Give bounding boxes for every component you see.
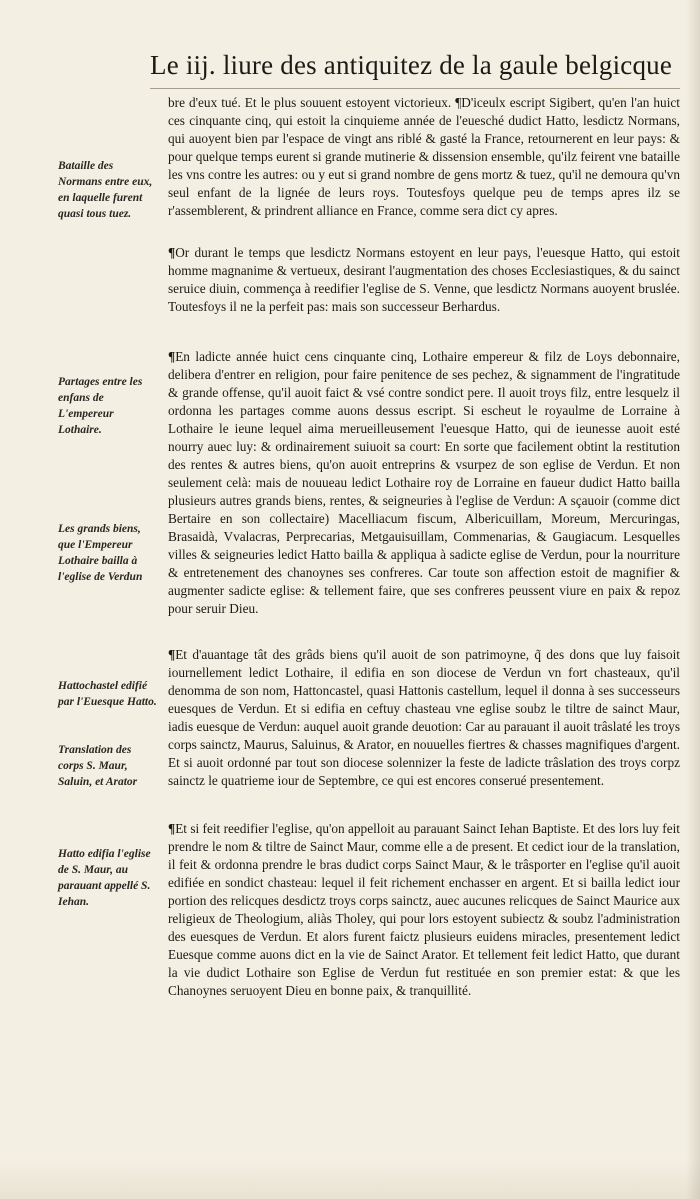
margin-note-hattochastel: Hattochastel edifié par l'Euesque Hatto. [58, 680, 157, 708]
paragraph-2 [168, 244, 680, 316]
paragraph-1 [168, 94, 680, 220]
header-rule [150, 88, 680, 89]
paragraph-2-text: Or durant le temps que lesdictz Normans estoyent en leur pays, l'euesque Hatto, qui estoit homme magnanime & vertueux, desirant l'augmentation des choses Ecclesiastiques, & du sainct seruice diuin, commença à reedifier l'eglise de S. Venne, que lesdictz Normans auoyent bruslée. Toutesfoys il ne la perfeit pas: mais son successeur Berhardus. [168, 245, 680, 314]
paragraph-3 [168, 348, 680, 618]
page-bottom-shade [0, 1159, 700, 1199]
pilcrow-mark: ¶ [168, 647, 176, 662]
paragraph-5 [168, 820, 680, 1000]
pilcrow-mark: ¶ [168, 245, 176, 260]
margin-note-battle: Bataille des Normans entre eux, en laquelle furent quasi tous tuez. [58, 160, 153, 220]
paragraph-5-text: Et si feit reedifier l'eglise, qu'on appelloit au parauant Sainct Iehan Baptiste. Et des lors luy feit prendre le nom & tiltre de Sainct Maur, comme elle a de present. Et cedict iour de la translation, il feit & ordonna prendre le bras dudict corps Sainct Maur, & le trâsporter en l'eglise qu'il auoit edifiée en sondict chasteau: lequel il feit richement enchasser en argent. Et si bailla ledict iour portion des relicques desdictz troys corps sainctz, auec aucunes relicques de Sainct Maurice aux religieux de Theologium, aliàs Tholey, qui pour lors estoyent subiectz & soubz l'administration des euesques de Verdun. Et alors furent faictz plusieurs euidens miracles, presentement ledict Euesque comme auons dict en la vie de Sainct Arator. Et tellement feit ledict Hatto, que durant la vie dudict Lothaire son Eglise de Verdun fut restituée en son premier estat: & que les Chanoynes seruoyent Dieu en bonne paix, & tranquillité. [168, 821, 680, 998]
paragraph-3-text: En ladicte année huict cens cinquante cinq, Lothaire empereur & filz de Loys debonnaire, delibera d'entrer en religion, pour faire penitence de ses pechez, & signamment de l'ingratitude & grande offense, qu'il auoit faict & vsé contre sondict pere. Il auoit troys filz, entre lesquelz il ordonna les partages comme auons dessus escript. Si escheut le royaulme de Lorraine à Lothaire le ieune lequel aima merueilleusement l'euesque Hatto, qui de ieunesse auoit esté nourry auec luy: & ordinairement suiuoit sa court: En sorte que facilement obtint la restitution des rentes & autres biens, qu'on auoit entreprins & vsurpez de son eglise de Verdun. Et non seulement celà: mais de nouueau ledict Lothaire roy de Lorraine en faueur dudict Hatto bailla plusieurs autres grands biens, rentes, & seigneuries à l'eglise de Verdun: A sçauoir (comme dict Bertaire en son collectaire) Macelliacum fiscum, Albericuillam, Moreum, Mercuringas, Brasaidà, Vvalacras, Perprecarias, Metgauisuillam, Commenarias, & Gaugiacum. Lesquelles villes & seigneuries ledict Hatto bailla & appliqua à sadicte eglise de Verdun, pour la nourriture & entretenement des chanoynes ses confreres. Car toute son affection estoit de magnifier & augmenter sadicte eglise: & tellement faire, que ses confreres peussent viure en paix & repoz pour seruir Dieu. [168, 349, 680, 616]
paragraph-1-text: bre d'eux tué. Et le plus souuent estoyent victorieux. ¶D'iceulx escript Sigibert, qu'en l'an huict ces cinquante cinq, qui estoit la cinquieme année de l'euesché dudict Hatto, lesdictz Normans, qui auoyent bien par l'espace de vingt ans riblé & gasté la France, retournerent en leur pays: & pour quelque temps eurent si grande mutinerie & dissension ensemble, qu'ilz feirent vne bataille les vns contre les autres: ou y eut si grand nombre de gens mortz & tuez, qu'il ne demoura qu'vn seul enfant de la lignée de leurs roys. Toutesfoys quelque peu de temps apres ilz se r'assemblerent, & prindrent alliance en France, comme sera dict cy apres. [168, 95, 680, 218]
pilcrow-mark: ¶ [168, 821, 176, 836]
margin-note-grands-biens: Les grands biens, que l'Empereur Lothaire bailla à l'eglise de Verdun [58, 523, 143, 583]
paragraph-4 [168, 646, 680, 790]
margin-note-translation: Translation des corps S. Maur, Saluin, et Arator [58, 744, 138, 788]
margin-note-saint-maur: Hatto edifia l'eglise de S. Maur, au parauant appellé S. Iehan. [58, 848, 151, 908]
margin-note-partages: Partages entre les enfans de L'empereur Lothaire. [58, 376, 143, 436]
page-edge-shadow [686, 0, 700, 1199]
page-header-title: Le iij. liure des antiquitez de la gaule belgicque [150, 50, 673, 80]
pilcrow-mark: ¶ [168, 349, 176, 364]
paragraph-4-text: Et d'auantage tât des grâds biens qu'il auoit de son patrimoyne, q̃ des dons que luy faisoit iournellement ledict Lothaire, il edifia en son diocese de Verdun vn fort chasteaux, qu'il denomma de son nom, Hattoncastel, quasi Hattonis castellum, lequel il donna à ses successeurs euesques de Verdun. Et si edifia en ceftuy chasteau vne eglise soubz le tiltre de sainct Maur, iadis euesque de Verdun: auquel auoit grande deuotion: Car au parauant il auoit trâslaté les troys corps sainctz, Maurus, Saluinus, & Arator, en nouuelles fiertres & chasses magnifiques d'argent. Et si auoit ordonné par tout son diocese solennizer la feste de ladicte trâslation des troys corpz sainctz le quatrieme iour de Septembre, ce qui est encores conserué presentement. [168, 647, 680, 788]
